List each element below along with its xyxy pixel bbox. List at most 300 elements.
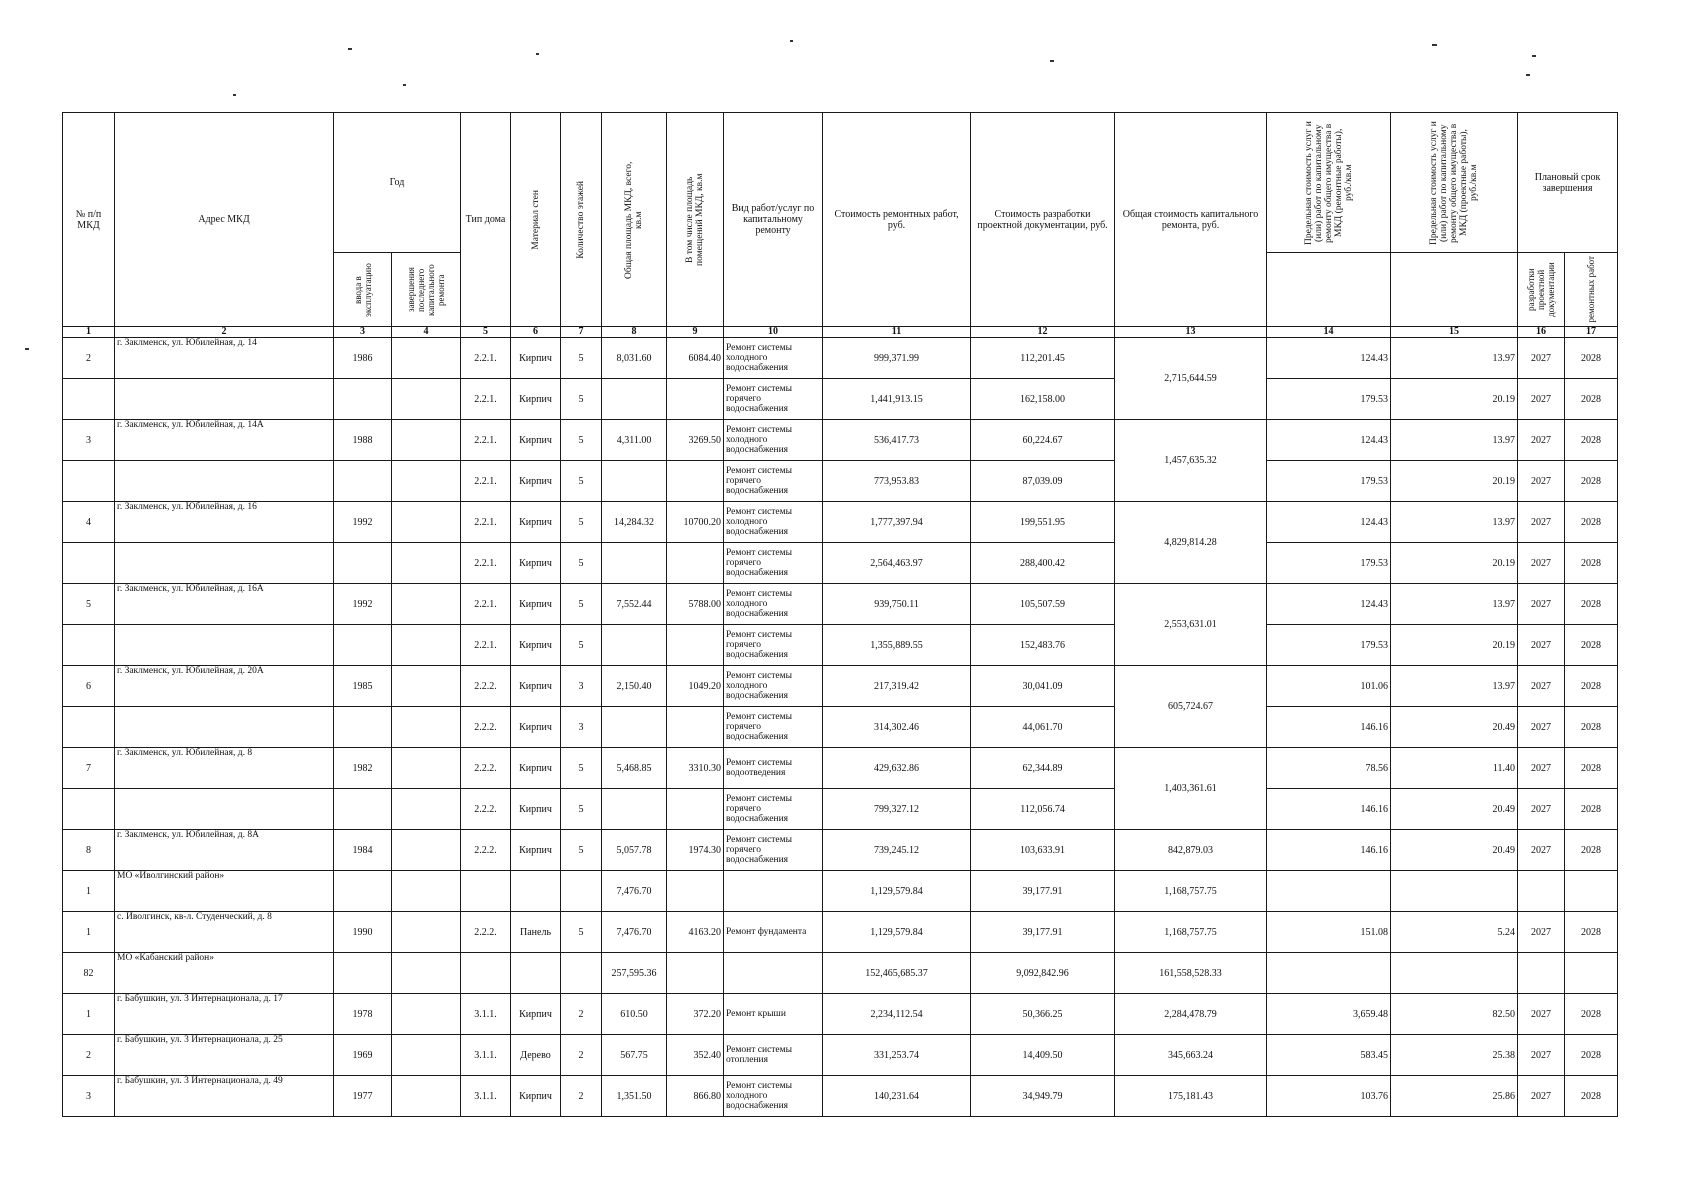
header-year-last-repair: завершения последнего капитального ремонта [392, 253, 461, 327]
repair-cost-cell: 999,371.99 [823, 338, 971, 379]
year-last-repair-cell [392, 748, 461, 789]
work-type-cell: Ремонт системы горячего водоснабжения [724, 543, 823, 584]
row-number-cell: 6 [63, 666, 115, 707]
year-last-repair-cell [392, 543, 461, 584]
year-last-repair-cell [392, 584, 461, 625]
repair-cost-cell: 939,750.11 [823, 584, 971, 625]
limit-repair-cell: 179.53 [1267, 379, 1391, 420]
address-cell [115, 707, 334, 748]
row-number-cell: 3 [63, 1076, 115, 1117]
header-year: Год [334, 113, 461, 253]
plan-repair-year-cell: 2028 [1565, 502, 1618, 543]
header-plan-project: разработки проектной документации [1518, 253, 1565, 327]
premises-area-cell: 1049.20 [667, 666, 724, 707]
year-commissioning-cell [334, 625, 392, 666]
premises-area-cell [667, 789, 724, 830]
limit-project-cell: 5.24 [1391, 912, 1518, 953]
house-type-cell: 2.2.1. [461, 584, 511, 625]
work-type-cell: Ремонт системы холодного водоснабжения [724, 584, 823, 625]
work-type-cell: Ремонт системы горячего водоснабжения [724, 379, 823, 420]
header-wall-material: Материал стен [511, 113, 561, 327]
house-type-cell [461, 953, 511, 994]
floors-cell: 5 [561, 461, 602, 502]
wall-material-cell [511, 953, 561, 994]
floors-cell: 5 [561, 543, 602, 584]
floors-cell: 5 [561, 420, 602, 461]
year-commissioning-cell: 1986 [334, 338, 392, 379]
plan-project-year-cell: 2027 [1518, 502, 1565, 543]
row-number-cell: 1 [63, 912, 115, 953]
total-cost-cell: 1,457,635.32 [1115, 420, 1267, 502]
limit-repair-cell: 3,659.48 [1267, 994, 1391, 1035]
limit-project-cell: 13.97 [1391, 502, 1518, 543]
repair-cost-cell: 1,129,579.84 [823, 871, 971, 912]
column-number: 13 [1115, 327, 1267, 338]
column-number: 15 [1391, 327, 1518, 338]
row-number-cell [63, 789, 115, 830]
limit-repair-cell [1267, 871, 1391, 912]
house-type-cell: 2.2.2. [461, 748, 511, 789]
column-number: 17 [1565, 327, 1618, 338]
header-limit-repair: Предельная стоимость услуг и (или) работ по капитальному ремонту общего имущества в МКД (ремонтные работы), руб./кв.м [1267, 113, 1391, 253]
header-planned-completion: Плановый срок завершения [1518, 113, 1618, 253]
wall-material-cell: Кирпич [511, 994, 561, 1035]
plan-project-year-cell: 2027 [1518, 1076, 1565, 1117]
address-cell: с. Иволгинск, кв-л. Студенческий, д. 8 [115, 912, 334, 953]
work-type-cell: Ремонт системы холодного водоснабжения [724, 502, 823, 543]
column-number: 16 [1518, 327, 1565, 338]
limit-repair-cell: 101.06 [1267, 666, 1391, 707]
limit-project-cell: 13.97 [1391, 420, 1518, 461]
project-cost-cell: 199,551.95 [971, 502, 1115, 543]
project-cost-cell: 87,039.09 [971, 461, 1115, 502]
work-type-cell: Ремонт системы горячего водоснабжения [724, 461, 823, 502]
repair-cost-cell: 217,319.42 [823, 666, 971, 707]
year-last-repair-cell [392, 420, 461, 461]
year-commissioning-cell: 1990 [334, 912, 392, 953]
total-cost-cell: 2,553,631.01 [1115, 584, 1267, 666]
house-type-cell: 2.2.2. [461, 830, 511, 871]
house-type-cell: 3.1.1. [461, 1035, 511, 1076]
project-cost-cell: 112,201.45 [971, 338, 1115, 379]
column-number: 1 [63, 327, 115, 338]
limit-repair-cell [1267, 953, 1391, 994]
column-number: 2 [115, 327, 334, 338]
year-commissioning-cell: 1982 [334, 748, 392, 789]
premises-area-cell [667, 543, 724, 584]
table-row [63, 994, 1618, 1035]
total-area-cell: 5,468.85 [602, 748, 667, 789]
column-number: 6 [511, 327, 561, 338]
year-last-repair-cell [392, 707, 461, 748]
wall-material-cell: Кирпич [511, 543, 561, 584]
table-row [63, 543, 1618, 584]
repair-cost-cell: 331,253.74 [823, 1035, 971, 1076]
year-last-repair-cell [392, 338, 461, 379]
limit-project-cell: 13.97 [1391, 666, 1518, 707]
year-commissioning-cell [334, 871, 392, 912]
table-row [63, 912, 1618, 953]
address-cell: г. Бабушкин, ул. 3 Интернационала, д. 17 [115, 994, 334, 1035]
floors-cell: 2 [561, 1035, 602, 1076]
limit-project-cell: 20.19 [1391, 625, 1518, 666]
house-type-cell: 2.2.2. [461, 789, 511, 830]
repair-cost-cell: 2,564,463.97 [823, 543, 971, 584]
project-cost-cell: 112,056.74 [971, 789, 1115, 830]
project-cost-cell: 39,177.91 [971, 912, 1115, 953]
premises-area-cell [667, 379, 724, 420]
year-last-repair-cell [392, 1076, 461, 1117]
house-type-cell: 3.1.1. [461, 994, 511, 1035]
limit-repair-cell: 179.53 [1267, 625, 1391, 666]
project-cost-cell: 60,224.67 [971, 420, 1115, 461]
repair-cost-cell: 140,231.64 [823, 1076, 971, 1117]
wall-material-cell: Кирпич [511, 379, 561, 420]
limit-project-cell [1391, 871, 1518, 912]
work-type-cell: Ремонт системы горячего водоснабжения [724, 830, 823, 871]
address-cell: г. Заклменск, ул. Юбилейная, д. 16А [115, 584, 334, 625]
row-number-cell [63, 707, 115, 748]
table-row [63, 1076, 1618, 1117]
total-cost-cell: 175,181.43 [1115, 1076, 1267, 1117]
row-number-cell: 8 [63, 830, 115, 871]
total-area-cell: 1,351.50 [602, 1076, 667, 1117]
limit-project-cell: 20.19 [1391, 543, 1518, 584]
wall-material-cell: Дерево [511, 1035, 561, 1076]
wall-material-cell: Кирпич [511, 338, 561, 379]
project-cost-cell: 50,366.25 [971, 994, 1115, 1035]
table-row [63, 789, 1618, 830]
limit-project-cell: 20.49 [1391, 789, 1518, 830]
header-repair-cost: Стоимость ремонтных работ, руб. [823, 113, 971, 327]
wall-material-cell: Кирпич [511, 461, 561, 502]
address-cell: г. Заклменск, ул. Юбилейная, д. 8А [115, 830, 334, 871]
table-row [63, 625, 1618, 666]
column-number: 5 [461, 327, 511, 338]
plan-repair-year-cell: 2028 [1565, 912, 1618, 953]
row-number-cell [63, 543, 115, 584]
plan-project-year-cell: 2027 [1518, 707, 1565, 748]
row-number-cell: 4 [63, 502, 115, 543]
work-type-cell: Ремонт системы холодного водоснабжения [724, 338, 823, 379]
work-type-cell: Ремонт фундамента [724, 912, 823, 953]
row-number-cell [63, 461, 115, 502]
limit-repair-cell: 179.53 [1267, 461, 1391, 502]
address-cell: г. Бабушкин, ул. 3 Интернационала, д. 49 [115, 1076, 334, 1117]
house-type-cell: 2.2.2. [461, 912, 511, 953]
house-type-cell: 2.2.1. [461, 420, 511, 461]
plan-project-year-cell [1518, 871, 1565, 912]
address-cell: г. Заклменск, ул. Юбилейная, д. 8 [115, 748, 334, 789]
header-total-area: Общая площадь МКД, всего, кв.м [602, 113, 667, 327]
column-number: 11 [823, 327, 971, 338]
project-cost-cell: 14,409.50 [971, 1035, 1115, 1076]
limit-project-cell: 20.49 [1391, 830, 1518, 871]
repair-register-sheet [62, 112, 1618, 1117]
total-area-cell [602, 707, 667, 748]
address-cell [115, 461, 334, 502]
project-cost-cell: 9,092,842.96 [971, 953, 1115, 994]
plan-repair-year-cell: 2028 [1565, 666, 1618, 707]
year-commissioning-cell: 1992 [334, 584, 392, 625]
plan-repair-year-cell: 2028 [1565, 1076, 1618, 1117]
house-type-cell [461, 871, 511, 912]
table-row [63, 502, 1618, 543]
plan-project-year-cell [1518, 953, 1565, 994]
premises-area-cell: 6084.40 [667, 338, 724, 379]
total-area-cell: 8,031.60 [602, 338, 667, 379]
floors-cell: 5 [561, 912, 602, 953]
plan-repair-year-cell: 2028 [1565, 420, 1618, 461]
table-body [63, 338, 1618, 1117]
limit-repair-cell: 124.43 [1267, 502, 1391, 543]
total-area-cell: 14,284.32 [602, 502, 667, 543]
work-type-cell: Ремонт системы горячего водоснабжения [724, 625, 823, 666]
row-number-cell [63, 625, 115, 666]
column-number: 14 [1267, 327, 1391, 338]
year-commissioning-cell: 1969 [334, 1035, 392, 1076]
limit-repair-cell: 78.56 [1267, 748, 1391, 789]
house-type-cell: 2.2.1. [461, 379, 511, 420]
total-cost-cell: 605,724.67 [1115, 666, 1267, 748]
wall-material-cell: Кирпич [511, 748, 561, 789]
limit-repair-cell: 583.45 [1267, 1035, 1391, 1076]
wall-material-cell: Кирпич [511, 502, 561, 543]
plan-repair-year-cell: 2028 [1565, 748, 1618, 789]
year-commissioning-cell: 1985 [334, 666, 392, 707]
year-last-repair-cell [392, 871, 461, 912]
plan-repair-year-cell: 2028 [1565, 625, 1618, 666]
total-area-cell: 567.75 [602, 1035, 667, 1076]
limit-repair-cell: 146.16 [1267, 830, 1391, 871]
total-area-cell: 5,057.78 [602, 830, 667, 871]
total-cost-cell: 4,829,814.28 [1115, 502, 1267, 584]
project-cost-cell: 152,483.76 [971, 625, 1115, 666]
wall-material-cell: Кирпич [511, 584, 561, 625]
year-last-repair-cell [392, 502, 461, 543]
floors-cell: 3 [561, 666, 602, 707]
year-commissioning-cell: 1984 [334, 830, 392, 871]
repair-cost-cell: 1,129,579.84 [823, 912, 971, 953]
total-area-cell: 257,595.36 [602, 953, 667, 994]
limit-repair-cell: 146.16 [1267, 707, 1391, 748]
plan-project-year-cell: 2027 [1518, 994, 1565, 1035]
floors-cell: 5 [561, 625, 602, 666]
header-year-commissioning: ввода в эксплуатацию [334, 253, 392, 327]
work-type-cell: Ремонт системы водоотведения [724, 748, 823, 789]
header-project-cost: Стоимость разработки проектной документации, руб. [971, 113, 1115, 327]
total-area-cell: 4,311.00 [602, 420, 667, 461]
header-total-cost: Общая стоимость капитального ремонта, руб. [1115, 113, 1267, 327]
plan-repair-year-cell [1565, 953, 1618, 994]
table-row [63, 748, 1618, 789]
premises-area-cell [667, 461, 724, 502]
limit-repair-cell: 103.76 [1267, 1076, 1391, 1117]
column-number: 3 [334, 327, 392, 338]
table-row [63, 379, 1618, 420]
wall-material-cell: Кирпич [511, 1076, 561, 1117]
total-area-cell [602, 625, 667, 666]
year-last-repair-cell [392, 953, 461, 994]
premises-area-cell [667, 953, 724, 994]
year-commissioning-cell: 1977 [334, 1076, 392, 1117]
header-number: № п/п МКД [63, 113, 115, 327]
premises-area-cell: 3310.30 [667, 748, 724, 789]
work-type-cell: Ремонт крыши [724, 994, 823, 1035]
floors-cell [561, 871, 602, 912]
table-row [63, 420, 1618, 461]
limit-project-cell: 13.97 [1391, 584, 1518, 625]
year-last-repair-cell [392, 1035, 461, 1076]
limit-project-cell: 20.49 [1391, 707, 1518, 748]
floors-cell: 5 [561, 789, 602, 830]
project-cost-cell: 30,041.09 [971, 666, 1115, 707]
address-cell: г. Заклменск, ул. Юбилейная, д. 14 [115, 338, 334, 379]
column-numbers-row [63, 327, 1618, 338]
year-last-repair-cell [392, 830, 461, 871]
house-type-cell: 2.2.2. [461, 666, 511, 707]
table-row [63, 461, 1618, 502]
column-number: 10 [724, 327, 823, 338]
house-type-cell: 2.2.1. [461, 625, 511, 666]
floors-cell: 2 [561, 1076, 602, 1117]
table-row [63, 338, 1618, 379]
work-type-cell: Ремонт системы холодного водоснабжения [724, 1076, 823, 1117]
header-limit-project: Предельная стоимость услуг и (или) работ по капитальному ремонту общего имущества в МКД (проектные работы), руб./кв.м [1391, 113, 1518, 253]
repair-cost-cell: 1,355,889.55 [823, 625, 971, 666]
limit-project-cell: 13.97 [1391, 338, 1518, 379]
house-type-cell: 2.2.1. [461, 502, 511, 543]
premises-area-cell [667, 625, 724, 666]
premises-area-cell: 352.40 [667, 1035, 724, 1076]
floors-cell: 5 [561, 338, 602, 379]
repair-cost-cell: 773,953.83 [823, 461, 971, 502]
address-cell: г. Заклменск, ул. Юбилейная, д. 14А [115, 420, 334, 461]
row-number-cell: 7 [63, 748, 115, 789]
floors-cell: 5 [561, 830, 602, 871]
plan-project-year-cell: 2027 [1518, 748, 1565, 789]
address-cell [115, 625, 334, 666]
year-commissioning-cell: 1988 [334, 420, 392, 461]
plan-repair-year-cell: 2028 [1565, 1035, 1618, 1076]
address-cell [115, 543, 334, 584]
floors-cell: 2 [561, 994, 602, 1035]
limit-project-cell: 25.86 [1391, 1076, 1518, 1117]
total-cost-cell: 842,879.03 [1115, 830, 1267, 871]
total-cost-cell: 1,168,757.75 [1115, 912, 1267, 953]
limit-project-cell [1391, 953, 1518, 994]
year-commissioning-cell [334, 707, 392, 748]
capital-repair-table [62, 112, 1618, 1117]
table-row [63, 871, 1618, 912]
plan-project-year-cell: 2027 [1518, 379, 1565, 420]
house-type-cell: 2.2.1. [461, 461, 511, 502]
year-commissioning-cell [334, 953, 392, 994]
limit-repair-cell: 124.43 [1267, 338, 1391, 379]
total-area-cell [602, 789, 667, 830]
work-type-cell: Ремонт системы холодного водоснабжения [724, 666, 823, 707]
plan-repair-year-cell: 2028 [1565, 543, 1618, 584]
plan-project-year-cell: 2027 [1518, 912, 1565, 953]
total-area-cell [602, 461, 667, 502]
wall-material-cell: Панель [511, 912, 561, 953]
work-type-cell [724, 871, 823, 912]
limit-repair-cell: 151.08 [1267, 912, 1391, 953]
total-cost-cell: 2,715,644.59 [1115, 338, 1267, 420]
house-type-cell: 2.2.2. [461, 707, 511, 748]
work-type-cell: Ремонт системы горячего водоснабжения [724, 789, 823, 830]
plan-repair-year-cell: 2028 [1565, 379, 1618, 420]
total-area-cell: 7,476.70 [602, 912, 667, 953]
floors-cell: 5 [561, 502, 602, 543]
address-cell: МО «Кабанский район» [115, 953, 334, 994]
wall-material-cell: Кирпич [511, 625, 561, 666]
plan-project-year-cell: 2027 [1518, 461, 1565, 502]
year-last-repair-cell [392, 789, 461, 830]
floors-cell: 5 [561, 748, 602, 789]
premises-area-cell [667, 871, 724, 912]
floors-cell: 5 [561, 584, 602, 625]
wall-material-cell: Кирпич [511, 420, 561, 461]
house-type-cell: 2.2.1. [461, 338, 511, 379]
premises-area-cell: 10700.20 [667, 502, 724, 543]
house-type-cell: 3.1.1. [461, 1076, 511, 1117]
limit-project-cell: 25.38 [1391, 1035, 1518, 1076]
year-last-repair-cell [392, 912, 461, 953]
header-floors: Количество этажей [561, 113, 602, 327]
project-cost-cell: 288,400.42 [971, 543, 1115, 584]
repair-cost-cell: 429,632.86 [823, 748, 971, 789]
year-last-repair-cell [392, 461, 461, 502]
limit-repair-cell: 146.16 [1267, 789, 1391, 830]
plan-repair-year-cell: 2028 [1565, 830, 1618, 871]
total-area-cell: 7,476.70 [602, 871, 667, 912]
year-last-repair-cell [392, 625, 461, 666]
repair-cost-cell: 314,302.46 [823, 707, 971, 748]
premises-area-cell [667, 707, 724, 748]
row-number-cell: 2 [63, 338, 115, 379]
limit-project-cell: 11.40 [1391, 748, 1518, 789]
year-commissioning-cell: 1978 [334, 994, 392, 1035]
total-cost-cell: 161,558,528.33 [1115, 953, 1267, 994]
address-cell: г. Заклменск, ул. Юбилейная, д. 16 [115, 502, 334, 543]
plan-repair-year-cell: 2028 [1565, 461, 1618, 502]
premises-area-cell: 1974.30 [667, 830, 724, 871]
work-type-cell: Ремонт системы отопления [724, 1035, 823, 1076]
row-number-cell [63, 379, 115, 420]
premises-area-cell: 866.80 [667, 1076, 724, 1117]
header-work-type: Вид работ/услуг по капитальному ремонту [724, 113, 823, 327]
premises-area-cell: 3269.50 [667, 420, 724, 461]
repair-cost-cell: 152,465,685.37 [823, 953, 971, 994]
project-cost-cell: 103,633.91 [971, 830, 1115, 871]
year-commissioning-cell [334, 543, 392, 584]
repair-cost-cell: 1,441,913.15 [823, 379, 971, 420]
total-area-cell [602, 543, 667, 584]
project-cost-cell: 39,177.91 [971, 871, 1115, 912]
limit-project-cell: 82.50 [1391, 994, 1518, 1035]
table-row [63, 707, 1618, 748]
floors-cell [561, 953, 602, 994]
plan-repair-year-cell: 2028 [1565, 789, 1618, 830]
year-commissioning-cell [334, 789, 392, 830]
column-number: 12 [971, 327, 1115, 338]
project-cost-cell: 162,158.00 [971, 379, 1115, 420]
repair-cost-cell: 2,234,112.54 [823, 994, 971, 1035]
plan-project-year-cell: 2027 [1518, 830, 1565, 871]
year-last-repair-cell [392, 379, 461, 420]
total-area-cell: 2,150.40 [602, 666, 667, 707]
